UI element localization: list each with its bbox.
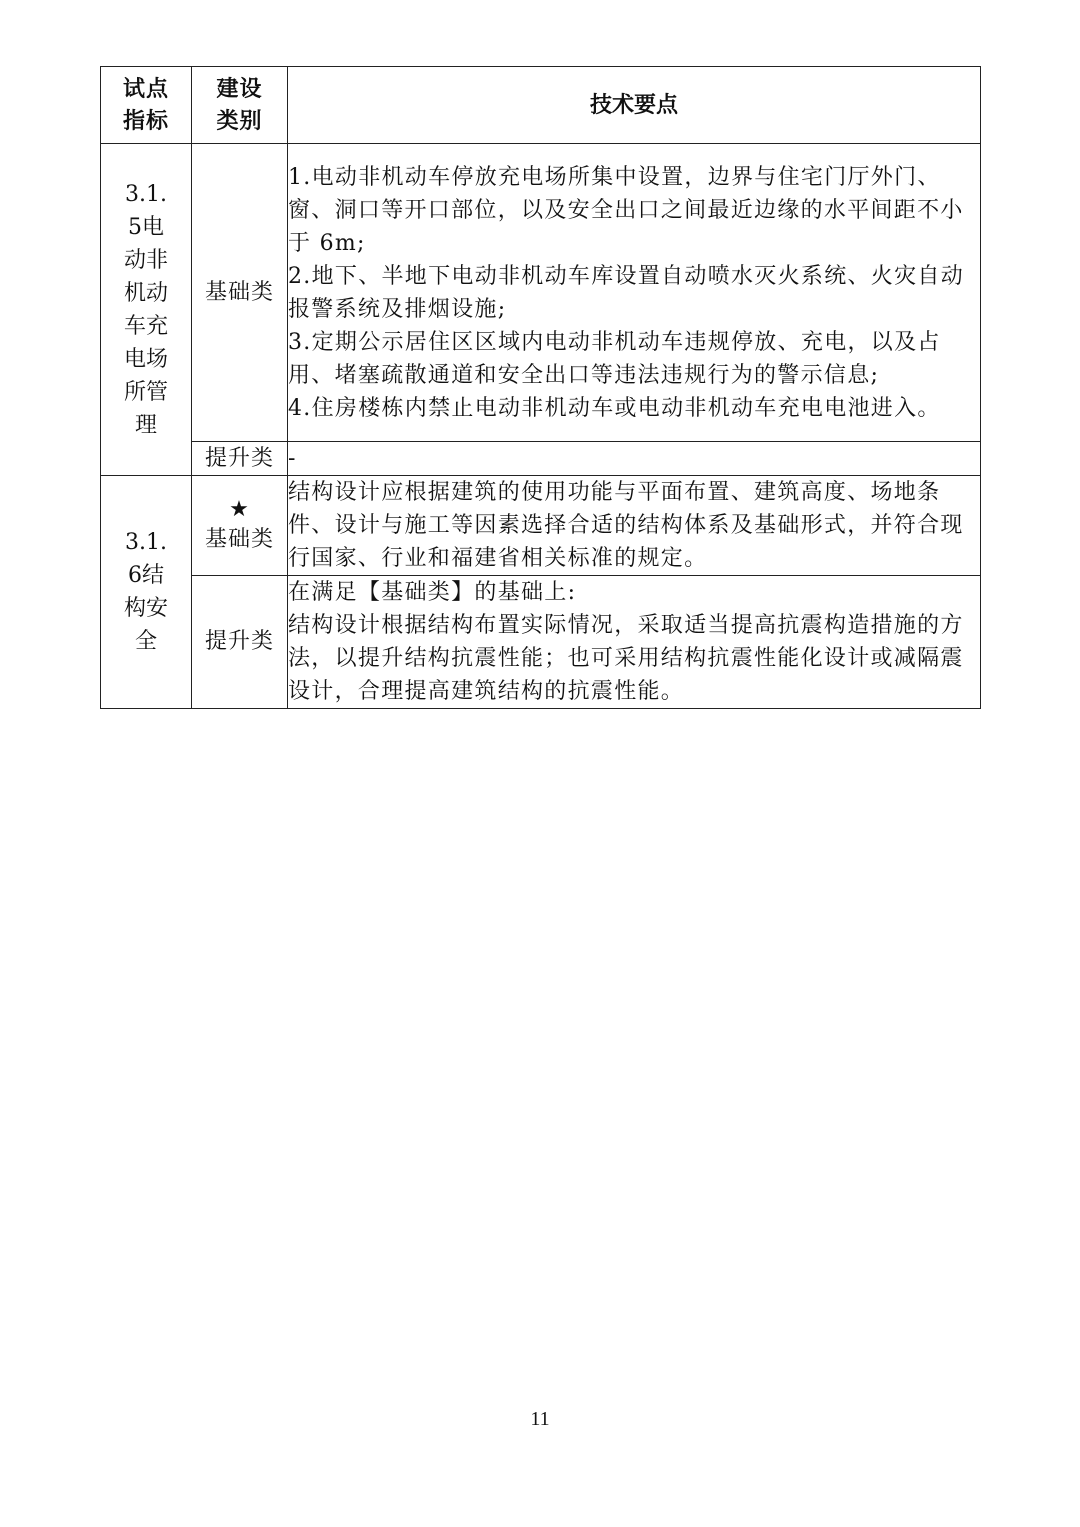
indicator-cell: 3.1.5电动非机动车充电场所管理	[101, 144, 192, 476]
table-row	[101, 144, 981, 442]
table-row	[101, 576, 981, 709]
category-cell: 提升类	[192, 442, 288, 476]
tech-point: 结构设计根据结构布置实际情况，采取适当提高抗震构造措施的方法，以提升结构抗震性能；也可采用结构抗震性能化设计或减隔震设计，合理提高建筑结构的抗震性能。	[288, 613, 964, 704]
tech-point: 4.住房楼栋内禁止电动非机动车或电动非机动车充电电池进入。	[288, 395, 941, 421]
category-cell: 基础类	[192, 144, 288, 442]
header-indicator: 试点指标	[101, 67, 192, 144]
tech-cell: -	[288, 442, 981, 476]
category-label: 基础类	[204, 526, 274, 552]
header-category: 建设类别	[192, 67, 288, 144]
page-number: 11	[530, 1408, 550, 1430]
tech-intro: 在满足【基础类】的基础上:	[288, 580, 577, 605]
tech-point: 1.电动非机动车停放充电场所集中设置，边界与住宅门厅外门、窗、洞口等开口部位，以及安全出口之间最近边缘的水平间距不小于 6m;	[288, 164, 964, 256]
indicator-cell: 3.1.6结构安全	[101, 476, 192, 709]
table-row	[101, 476, 981, 576]
tech-cell	[288, 576, 981, 709]
tech-cell	[288, 144, 981, 442]
tech-point: 3.定期公示居住区区域内电动非机动车违规停放、充电，以及占用、堵塞疏散通道和安全出口等违法违规行为的警示信息;	[288, 329, 941, 388]
category-cell	[192, 476, 288, 576]
table-row	[101, 442, 981, 476]
table-header-row	[101, 67, 981, 144]
category-cell: 提升类	[192, 576, 288, 709]
star-icon: ★	[229, 496, 250, 522]
tech-point: 2.地下、半地下电动非机动车库设置自动喷水灭火系统、火灾自动报警系统及排烟设施;	[288, 263, 964, 322]
header-tech: 技术要点	[288, 67, 981, 144]
tech-cell: 结构设计应根据建筑的使用功能与平面布置、建筑高度、场地条件、设计与施工等因素选择合适的结构体系及基础形式，并符合现行国家、行业和福建省相关标准的规定。	[288, 476, 981, 576]
requirements-table	[100, 66, 981, 709]
